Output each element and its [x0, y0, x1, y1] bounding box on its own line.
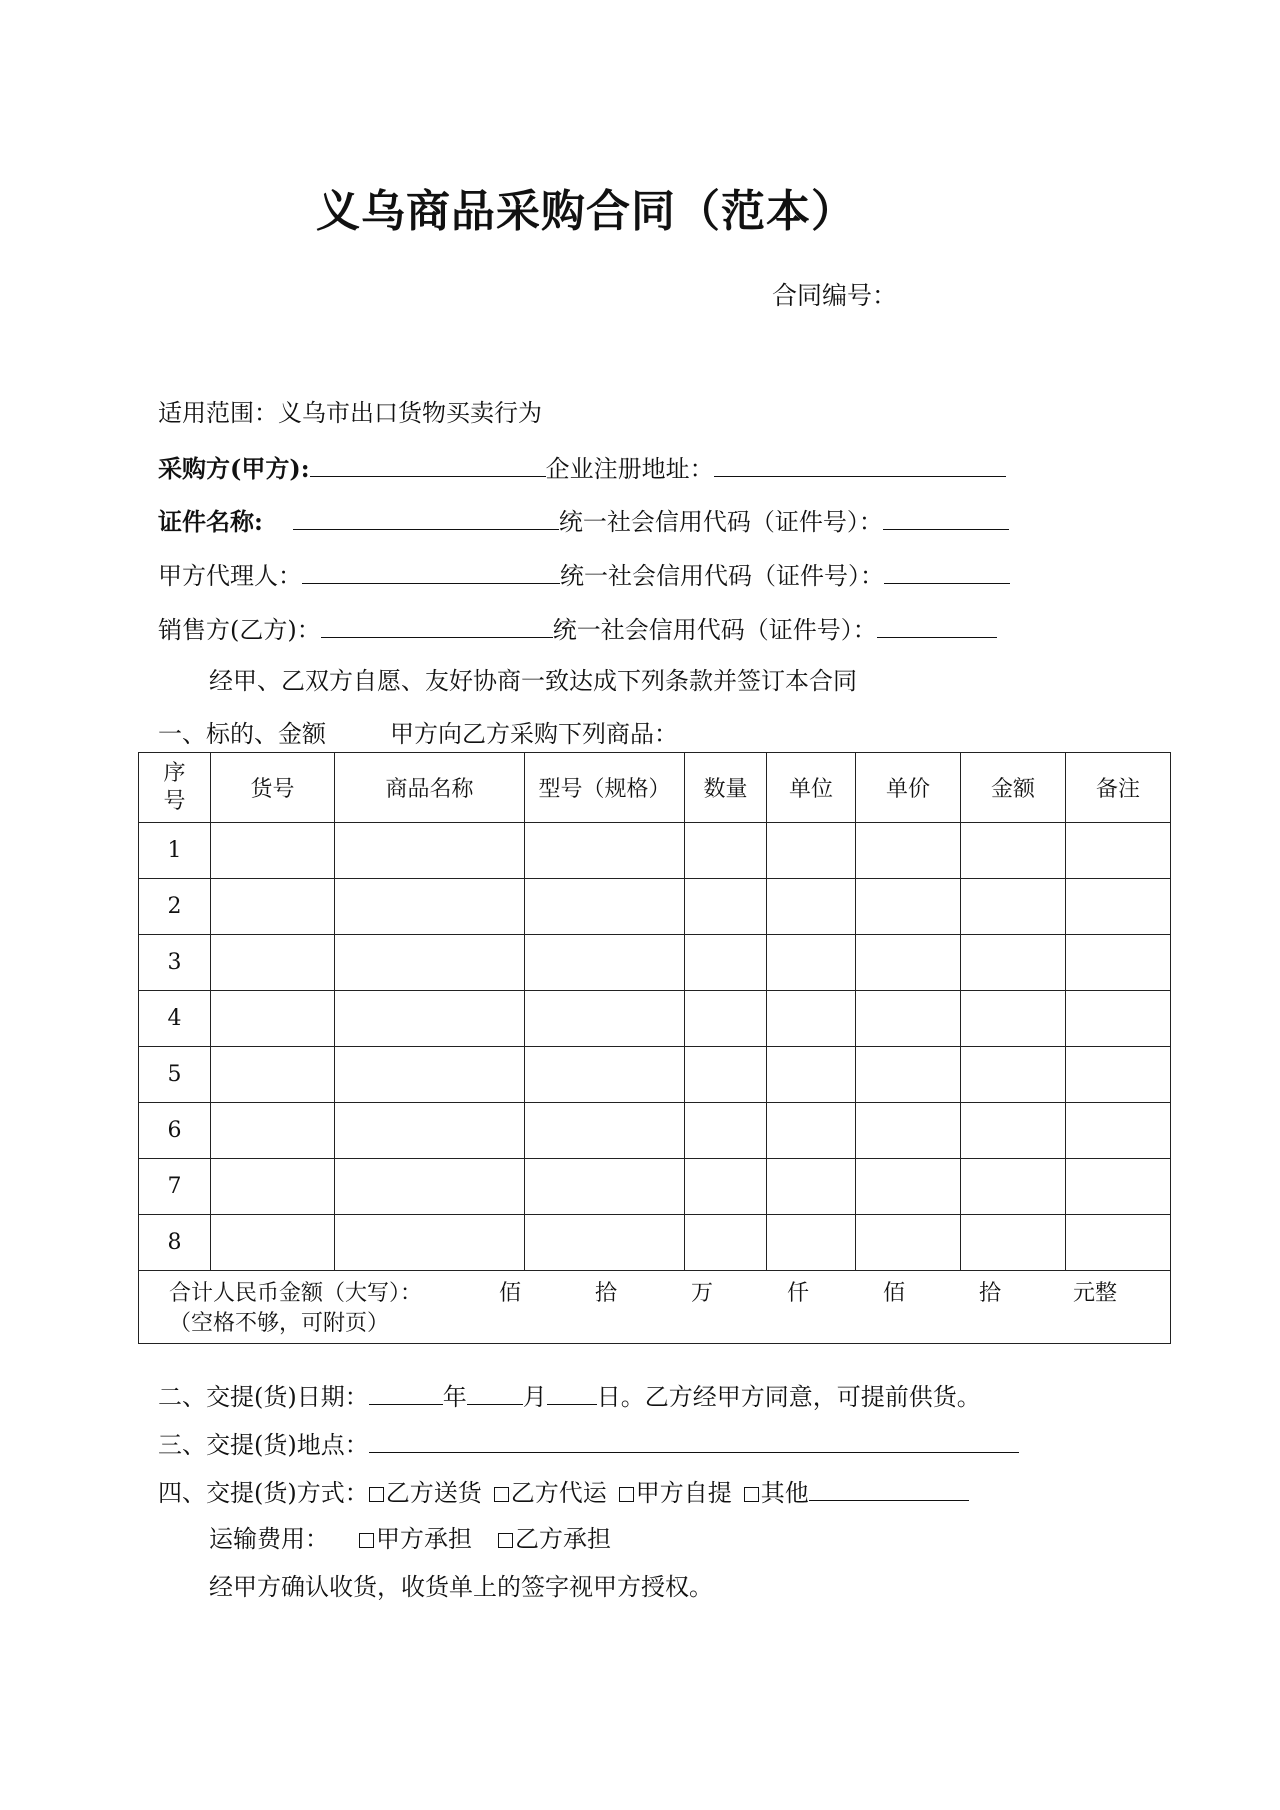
table-cell[interactable]: [685, 823, 767, 879]
buyer-agent-field[interactable]: [302, 557, 560, 584]
table-cell[interactable]: [1066, 1159, 1171, 1215]
section3-label: 三、交提(货)地点：: [158, 1431, 369, 1459]
table-cell[interactable]: [1066, 823, 1171, 879]
buyer-field[interactable]: [310, 450, 546, 477]
checkbox-icon[interactable]: [619, 1487, 634, 1502]
agent-credit-code-label: 统一社会信用代码（证件号）：: [560, 562, 884, 590]
cert-name-field[interactable]: [293, 503, 559, 530]
contract-number-label: 合同编号：: [772, 281, 898, 310]
table-cell[interactable]: [856, 1047, 961, 1103]
table-cell[interactable]: [685, 1047, 767, 1103]
total-amount-line: [169, 1279, 1170, 1309]
table-cell[interactable]: [211, 1159, 335, 1215]
seller-credit-code-field[interactable]: [877, 611, 997, 638]
goods-table: [138, 752, 1171, 1344]
buyer-agent-label: 甲方代理人：: [158, 562, 302, 590]
table-cell[interactable]: [1066, 991, 1171, 1047]
section4-line: [158, 1474, 969, 1508]
table-cell[interactable]: [211, 1047, 335, 1103]
table-cell[interactable]: [211, 935, 335, 991]
cert-line: [158, 503, 1009, 537]
table-cell[interactable]: [211, 1103, 335, 1159]
table-cell[interactable]: [767, 1159, 856, 1215]
checkbox-icon[interactable]: [359, 1533, 374, 1548]
table-cell[interactable]: [856, 823, 961, 879]
agent-credit-code-field[interactable]: [884, 557, 1010, 584]
option-seller-delivery[interactable]: 乙方送货: [369, 1479, 482, 1507]
table-cell[interactable]: [767, 1215, 856, 1271]
option-other[interactable]: 其他: [744, 1479, 809, 1507]
header-seq: 序 号: [139, 753, 211, 823]
option-buyer-bears[interactable]: 甲方承担: [359, 1525, 472, 1553]
checkbox-icon[interactable]: [498, 1533, 513, 1548]
table-cell[interactable]: [767, 879, 856, 935]
option-seller-shipping[interactable]: 乙方代运: [494, 1479, 607, 1507]
table-row: [139, 991, 1171, 1047]
cert-name-label: 证件名称:: [158, 507, 263, 536]
scope-line: 适用范围：义乌市出口货物买卖行为: [158, 399, 542, 427]
day-label: 日。乙方经甲方同意，可提前供货。: [596, 1383, 981, 1411]
unit-shi-1: 拾: [595, 1281, 618, 1306]
table-cell[interactable]: [767, 991, 856, 1047]
row-seq: 1: [139, 823, 211, 879]
table-cell[interactable]: [685, 1103, 767, 1159]
table-cell[interactable]: [961, 991, 1066, 1047]
header-unit: 单位: [767, 753, 856, 823]
section1-desc: 甲方向乙方采购下列商品：: [390, 720, 678, 748]
table-cell[interactable]: [961, 879, 1066, 935]
reg-address-label: 企业注册地址：: [545, 455, 714, 483]
option-seller-bears[interactable]: 乙方承担: [498, 1525, 611, 1553]
table-cell[interactable]: [1066, 879, 1171, 935]
seller-field[interactable]: [321, 611, 553, 638]
table-cell[interactable]: [856, 991, 961, 1047]
table-cell[interactable]: [767, 823, 856, 879]
table-cell[interactable]: [856, 1159, 961, 1215]
unit-wan: 万: [691, 1281, 714, 1306]
day-field[interactable]: [547, 1378, 597, 1405]
month-field[interactable]: [467, 1378, 523, 1405]
buyer-line: [158, 450, 1006, 484]
unit-bai-2: 佰: [883, 1281, 906, 1306]
table-cell[interactable]: [335, 991, 525, 1047]
delivery-place-field[interactable]: [369, 1426, 1019, 1453]
reg-address-field[interactable]: [714, 450, 1006, 477]
buyer-label: 采购方(甲方):: [158, 454, 310, 483]
option-buyer-pickup[interactable]: 甲方自提: [619, 1479, 732, 1507]
table-cell[interactable]: [1066, 1047, 1171, 1103]
section3-line: [158, 1426, 1019, 1460]
table-cell[interactable]: [525, 935, 685, 991]
table-cell[interactable]: [767, 935, 856, 991]
table-cell[interactable]: [335, 1047, 525, 1103]
row-seq: 5: [139, 1047, 211, 1103]
checkbox-icon[interactable]: [494, 1487, 509, 1502]
header-amount: 金额: [961, 753, 1066, 823]
section4-label: 四、交提(货)方式：: [158, 1479, 369, 1507]
total-row: [139, 1271, 1171, 1344]
table-cell[interactable]: [1066, 935, 1171, 991]
table-cell[interactable]: [335, 1215, 525, 1271]
header-item-no: 货号: [211, 753, 335, 823]
table-row: [139, 879, 1171, 935]
table-cell[interactable]: [961, 1047, 1066, 1103]
table-row: [139, 823, 1171, 879]
header-product-name: 商品名称: [335, 753, 525, 823]
table-cell[interactable]: [767, 1103, 856, 1159]
unit-qian: 仟: [787, 1281, 810, 1306]
credit-code-field[interactable]: [883, 503, 1009, 530]
table-header-row: [139, 753, 1171, 823]
table-cell[interactable]: [211, 879, 335, 935]
table-cell[interactable]: [335, 1103, 525, 1159]
header-quantity: 数量: [685, 753, 767, 823]
seller-credit-code-label: 统一社会信用代码（证件号）：: [552, 616, 877, 644]
row-seq: 4: [139, 991, 211, 1047]
table-cell[interactable]: [1066, 1215, 1171, 1271]
checkbox-icon[interactable]: [744, 1487, 759, 1502]
table-row: [139, 1103, 1171, 1159]
table-cell[interactable]: [525, 1215, 685, 1271]
table-cell[interactable]: [856, 1103, 961, 1159]
header-unit-price: 单价: [856, 753, 961, 823]
table-cell[interactable]: [961, 1215, 1066, 1271]
table-cell[interactable]: [525, 1047, 685, 1103]
table-cell[interactable]: [856, 1215, 961, 1271]
unit-bai-1: 佰: [499, 1281, 522, 1306]
seller-label: 销售方(乙方)：: [158, 616, 321, 644]
freight-line: [209, 1522, 611, 1556]
section1-title: 一、标的、金额: [158, 720, 326, 748]
table-cell[interactable]: [335, 879, 525, 935]
row-seq: 7: [139, 1159, 211, 1215]
table-cell[interactable]: [211, 1215, 335, 1271]
table-note: （空格不够，可附页）: [169, 1311, 390, 1336]
year-label: 年: [442, 1383, 467, 1411]
credit-code-label: 统一社会信用代码（证件号）：: [558, 508, 883, 536]
section1-line: [158, 717, 678, 751]
intro-text: 经甲、乙双方自愿、友好协商一致达成下列条款并签订本合同: [209, 667, 857, 695]
table-cell[interactable]: [525, 879, 685, 935]
table-cell[interactable]: [856, 935, 961, 991]
table-row: [139, 1215, 1171, 1271]
seller-line: [158, 611, 997, 645]
table-row: [139, 935, 1171, 991]
table-cell[interactable]: [767, 1047, 856, 1103]
unit-shi-2: 拾: [979, 1281, 1002, 1306]
table-cell[interactable]: [961, 1103, 1066, 1159]
table-row: [139, 1047, 1171, 1103]
header-model: 型号（规格）: [525, 753, 685, 823]
table-cell[interactable]: [685, 935, 767, 991]
table-cell[interactable]: [335, 1159, 525, 1215]
table-cell[interactable]: [1066, 1103, 1171, 1159]
table-cell[interactable]: [961, 823, 1066, 879]
row-seq: 3: [139, 935, 211, 991]
receipt-note: 经甲方确认收货，收货单上的签字视甲方授权。: [209, 1573, 713, 1601]
table-cell[interactable]: [685, 879, 767, 935]
table-cell[interactable]: [335, 823, 525, 879]
row-seq: 2: [139, 879, 211, 935]
other-method-field[interactable]: [809, 1474, 969, 1501]
table-cell[interactable]: [961, 935, 1066, 991]
table-cell[interactable]: [961, 1159, 1066, 1215]
table-cell[interactable]: [856, 879, 961, 935]
checkbox-icon[interactable]: [369, 1487, 384, 1502]
agent-line: [158, 557, 1010, 591]
year-field[interactable]: [369, 1378, 443, 1405]
table-cell[interactable]: [685, 1159, 767, 1215]
total-cell: [139, 1271, 1171, 1344]
row-seq: 8: [139, 1215, 211, 1271]
month-label: 月: [522, 1383, 547, 1411]
unit-yuan: 元整: [1073, 1281, 1118, 1306]
table-cell[interactable]: [525, 991, 685, 1047]
freight-label: 运输费用：: [209, 1525, 329, 1553]
header-remarks: 备注: [1066, 753, 1171, 823]
table-cell[interactable]: [525, 1159, 685, 1215]
table-cell[interactable]: [211, 991, 335, 1047]
table-cell[interactable]: [525, 823, 685, 879]
table-cell[interactable]: [211, 823, 335, 879]
row-seq: 6: [139, 1103, 211, 1159]
table-cell[interactable]: [685, 1215, 767, 1271]
table-cell[interactable]: [335, 935, 525, 991]
section2-prefix: 二、交提(货)日期：: [158, 1383, 369, 1411]
section2-line: [158, 1378, 981, 1412]
total-label: 合计人民币金额（大写）：: [169, 1281, 423, 1306]
page-title: 义乌商品采购合同（范本）: [316, 186, 856, 237]
table-row: [139, 1159, 1171, 1215]
table-cell[interactable]: [525, 1103, 685, 1159]
table-cell[interactable]: [685, 991, 767, 1047]
